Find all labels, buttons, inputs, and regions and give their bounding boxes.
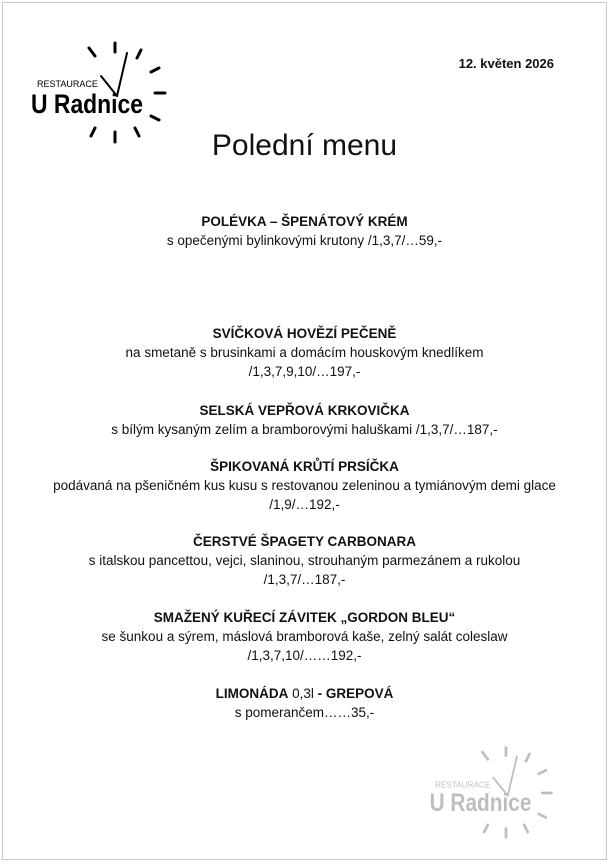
menu-item-name: SELSKÁ VEPŘOVÁ KRKOVIČKA	[199, 403, 410, 418]
menu-item-soup	[43, 212, 566, 250]
menu-item-gordon-bleu	[85, 608, 524, 665]
menu-item-svickova	[93, 324, 516, 381]
logo-big-text: U Radnice	[31, 89, 143, 119]
menu-item-name: ČERSTVÉ ŠPAGETY CARBONARA	[192, 534, 417, 549]
menu-item-carbonara	[65, 532, 544, 589]
menu-item-name: SMAŽENÝ KUŘECÍ ZÁVITEK „GORDON BLEU“	[153, 610, 456, 625]
clock-logo-watermark-icon	[423, 743, 568, 843]
menu-item-name: POLÉVKA – ŠPENÁTOVÝ KRÉM	[201, 214, 408, 229]
logo-small-text: RESTAURACE	[37, 79, 98, 89]
menu-item-name-part: LIMONÁDA	[215, 686, 289, 701]
menu-page	[2, 2, 607, 860]
menu-item-volume: 0,3l	[288, 686, 318, 701]
menu-item-desc: s bílým kysaným zelím a bramborovými haluškami /1,3,7/…187,-	[111, 422, 498, 437]
menu-item-desc: s pomerančem……35,-	[234, 705, 375, 720]
menu-item-desc: na smetaně s brusinkami a domácím houskovým knedlíkem /1,3,7,9,10/…197,-	[125, 345, 484, 379]
logo-big-text: U Radnice	[429, 790, 532, 818]
menu-item-desc: se šunkou a sýrem, máslová bramborová kaše, zelný salát coleslaw /1,3,7,10/……192,-	[101, 629, 508, 663]
menu-item-name	[43, 684, 566, 703]
page-title: Polední menu	[211, 129, 398, 162]
menu-item-krkovicka	[43, 401, 566, 439]
menu-item-desc: podávaná na pšeničném kus kusu s restovanou zeleninou a tymiánovým demi glace /1,9/…192,-	[53, 478, 556, 512]
logo-small-text: RESTAURACE	[435, 780, 491, 790]
menu-item-name: SVÍČKOVÁ HOVĚZÍ PEČENĚ	[212, 326, 397, 341]
menu-item-desc: s italskou pancettou, vejci, slaninou, strouhaným parmezánem a rukolou /1,3,7/…187,-	[88, 553, 521, 587]
restaurant-logo-watermark	[423, 743, 568, 843]
menu-date: 12. květen 2026	[458, 56, 554, 71]
menu-item-limonada	[43, 684, 566, 722]
menu-item-desc: s opečenými bylinkovými krutony /1,3,7/…59,-	[166, 233, 443, 248]
menu-item-krocan	[51, 457, 558, 514]
menu-item-name: ŠPIKOVANÁ KRŮTÍ PRSÍČKA	[210, 459, 399, 474]
menu-item-name-part: - GREPOVÁ	[317, 686, 394, 701]
